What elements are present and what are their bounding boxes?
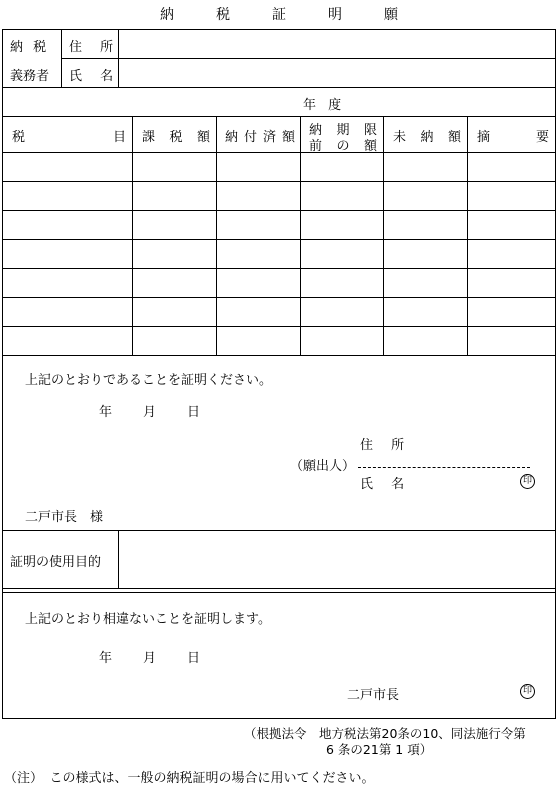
cert-date-year: 年 <box>99 651 113 666</box>
header-tax-item <box>12 126 126 145</box>
issuer-seal-icon: 印 <box>520 684 535 699</box>
usage-note: （注） この様式は、一般の納税証明の場合に用いてください。 <box>4 771 375 786</box>
title-char: 願 <box>384 7 398 23</box>
header-char: 課 <box>142 130 156 145</box>
header-char: 限 <box>363 123 377 138</box>
header-char: の <box>336 139 350 154</box>
applicant-name-label: 氏 名 <box>360 477 412 492</box>
cert-date-day: 日 <box>187 651 201 666</box>
applicant-signature-line <box>358 467 530 468</box>
header-char: 前 <box>309 139 323 154</box>
title-char: 明 <box>328 7 342 23</box>
year-label: 年 度 <box>303 98 346 113</box>
taxpayer-label-line2: 義務者 <box>10 69 50 84</box>
title-char: 税 <box>216 7 230 23</box>
header-char: 額 <box>447 130 461 145</box>
legal-basis-line1: （根拠法令 地方税法第20条の10、同法施行令第 <box>244 726 526 741</box>
request-text: 上記のとおりであることを証明ください。 <box>25 373 273 388</box>
header-char: 納 <box>225 130 239 145</box>
header-char: 未 <box>393 130 407 145</box>
purpose-label: 証明の使用目的 <box>10 555 102 570</box>
legal-basis-line2: 6 条の21第 1 項） <box>326 742 433 757</box>
header-char: 額 <box>196 130 210 145</box>
applicant-address-label: 住 所 <box>360 438 412 453</box>
header-char: 税 <box>12 130 26 145</box>
name-label: 氏 名 <box>69 69 121 84</box>
taxpayer-label-line1: 納 税 <box>10 40 50 55</box>
header-unpaid-amount <box>393 126 461 145</box>
header-paid-amount <box>225 126 295 145</box>
title-char: 納 <box>160 7 174 23</box>
header-char: 摘 <box>477 130 491 145</box>
header-char: 納 <box>420 130 434 145</box>
header-before-due-line2 <box>309 135 377 154</box>
title-char: 証 <box>272 7 286 23</box>
applicant-label: （願出人） <box>290 459 356 474</box>
request-date-day: 日 <box>187 405 201 420</box>
header-char: 済 <box>262 130 276 145</box>
header-char: 額 <box>363 139 377 154</box>
header-char: 目 <box>112 130 126 145</box>
header-char: 納 <box>309 123 323 138</box>
header-remarks <box>477 126 549 145</box>
cert-date-month: 月 <box>143 651 157 666</box>
document-title <box>0 4 558 24</box>
header-char: 額 <box>281 130 295 145</box>
address-label: 住 所 <box>69 40 121 55</box>
header-char: 付 <box>243 130 257 145</box>
applicant-seal-icon: 印 <box>520 474 535 489</box>
certification-text: 上記のとおり相違ないことを証明します。 <box>25 612 271 627</box>
header-char: 税 <box>169 130 183 145</box>
header-char: 期 <box>336 123 350 138</box>
header-taxable-amount <box>142 126 210 145</box>
addressee: 二戸市長 様 <box>25 510 104 525</box>
request-date-year: 年 <box>99 405 113 420</box>
header-char: 要 <box>535 130 549 145</box>
issuer: 二戸市長 <box>347 688 400 703</box>
request-date-month: 月 <box>143 405 157 420</box>
